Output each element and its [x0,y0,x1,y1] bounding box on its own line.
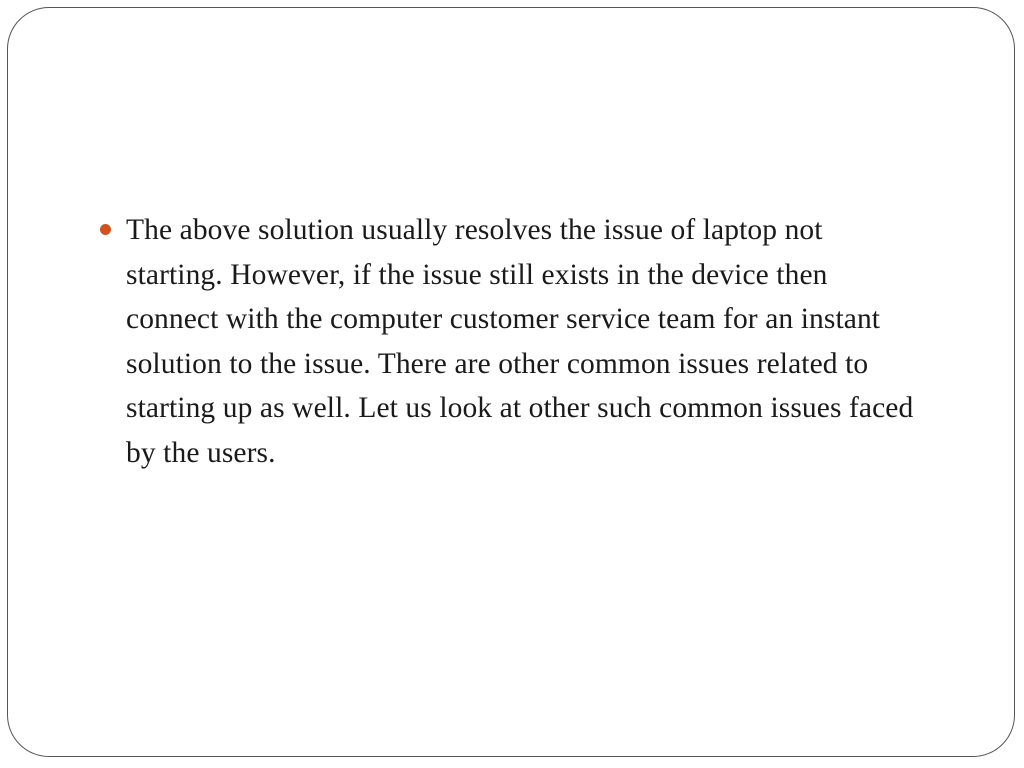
bullet-text: The above solution usually resolves the issue of laptop not starting. However, if the issue still exists in the device then connect with the computer customer service team for an instant solution to the issue. There are other common issues related to starting up as well. Let us look at other such common issues faced by the users. [126,214,914,469]
bullet-item [96,208,916,475]
bullet-dot-icon [100,224,111,235]
slide-frame [7,7,1015,757]
slide-content [96,208,916,475]
